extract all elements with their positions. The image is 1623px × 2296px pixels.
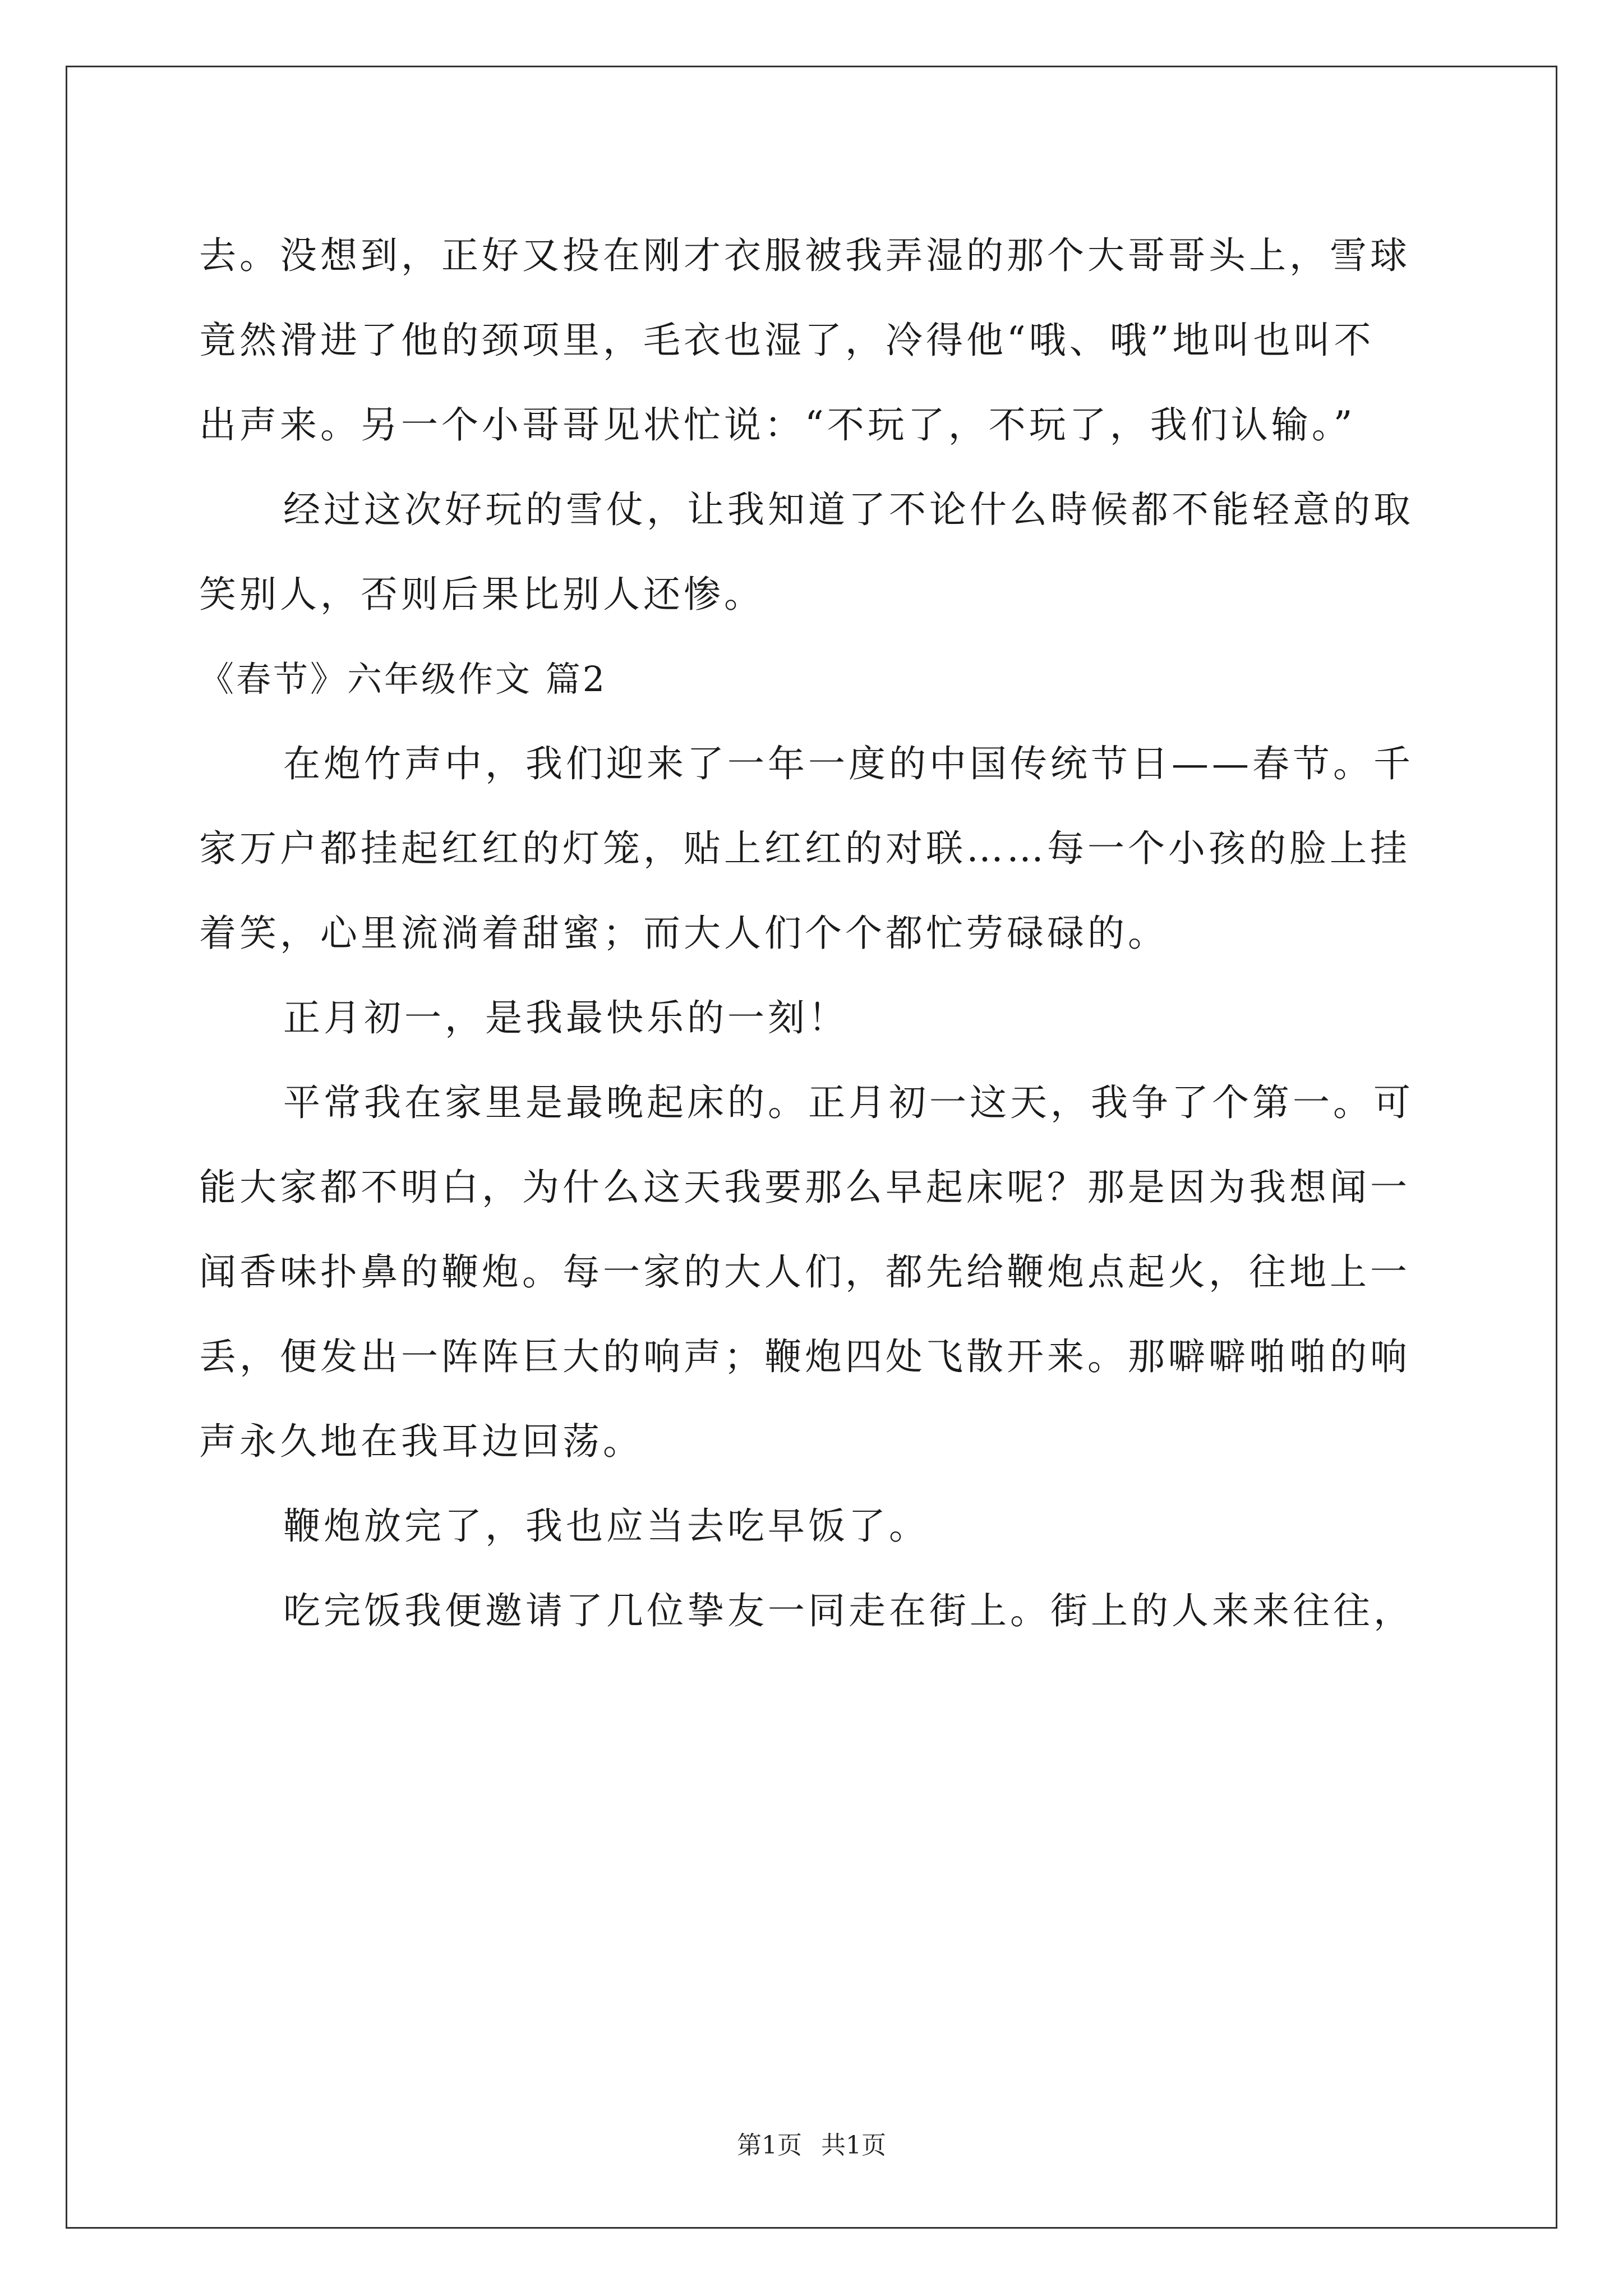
text-line: 着笑，心里流淌着甜蜜；而大人们个个都忙劳碌碌的。 bbox=[199, 912, 1168, 955]
text-line: 家万户都挂起红红的灯笼，贴上红红的对联……每一个小孩的脸上挂 bbox=[199, 827, 1410, 870]
text-line: 在炮竹声中，我们迎来了一年一度的中国传统节日——春节。千 bbox=[283, 742, 1414, 785]
text-line: 能大家都不明白，为什么这天我要那么早起床呢？那是因为我想闻一 bbox=[199, 1166, 1410, 1209]
text-line: 声永久地在我耳边回荡。 bbox=[199, 1420, 643, 1463]
page-total: 共1页 bbox=[821, 2131, 886, 2160]
text-line: 平常我在家里是最晚起床的。正月初一这天，我争了个第一。可 bbox=[283, 1081, 1414, 1124]
text-line: 吃完饭我便邀请了几位挚友一同走在街上。街上的人来来往往， bbox=[283, 1589, 1414, 1632]
text-line: 正月初一，是我最快乐的一刻！ bbox=[283, 996, 849, 1039]
text-line: 竟然滑进了他的颈项里，毛衣也湿了，冷得他“哦、哦”地叫也叫不 bbox=[199, 319, 1375, 362]
text-line: 闻香味扑鼻的鞭炮。每一家的大人们，都先给鞭炮点起火，往地上一 bbox=[199, 1250, 1410, 1294]
text-line: 鞭炮放完了，我也应当去吃早饭了。 bbox=[283, 1504, 929, 1548]
text-line: 去。没想到，正好又投在刚才衣服被我弄湿的那个大哥哥头上，雪球 bbox=[199, 234, 1410, 277]
text-line: 出声来。另一个小哥哥见状忙说：“不玩了，不玩了，我们认输。” bbox=[199, 403, 1356, 447]
page-number: 第1页 bbox=[737, 2131, 802, 2160]
text-line: 丢，便发出一阵阵巨大的响声；鞭炮四处飞散开来。那噼噼啪啪的响 bbox=[199, 1335, 1410, 1378]
text-line: 笑别人，否则后果比别人还惨。 bbox=[199, 573, 764, 616]
page-footer bbox=[0, 2129, 1623, 2162]
text-line: 经过这次好玩的雪仗，让我知道了不论什么時候都不能轻意的取 bbox=[283, 488, 1414, 531]
section-heading: 《春节》六年级作文 篇2 bbox=[199, 659, 607, 700]
document-body bbox=[199, 213, 1433, 1653]
